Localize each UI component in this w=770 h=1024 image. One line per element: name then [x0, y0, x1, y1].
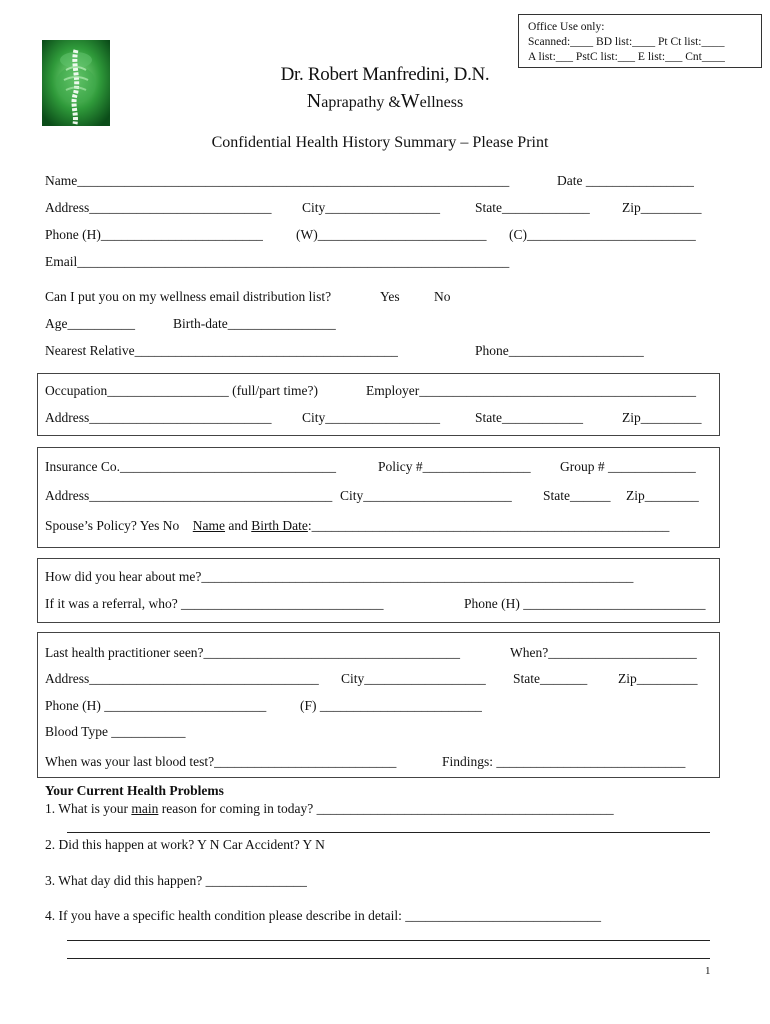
employer-city-field[interactable]: City_________________ [302, 410, 441, 425]
practitioner-address-field[interactable]: Address__________________________________ [45, 671, 319, 686]
heard-about-field[interactable]: How did you hear about me?________________________________________________________________ [45, 569, 634, 584]
subtitle-initial-w: W [400, 90, 420, 112]
practitioner-city-field[interactable]: City__________________ [341, 671, 486, 686]
phone-home-field[interactable]: Phone (H)________________________ [45, 227, 263, 242]
question-4[interactable]: 4. If you have a specific health condition please describe in detail: _____________________________ [45, 908, 601, 923]
subtitle-initial-n: N [306, 90, 322, 112]
question-4-line-3[interactable] [67, 958, 710, 959]
age-field[interactable]: Age__________ [45, 316, 135, 331]
birth-date-label: Birth Date [251, 518, 308, 533]
referral-section [37, 558, 720, 623]
date-field[interactable]: Date ________________ [557, 173, 694, 188]
zip-field[interactable]: Zip_________ [622, 200, 702, 215]
question-2[interactable]: 2. Did this happen at work? Y N Car Accident? Y N [45, 837, 325, 852]
distribution-yes-option[interactable]: Yes [380, 289, 400, 304]
phone-work-field[interactable]: (W)_________________________ [296, 227, 487, 242]
occupation-field[interactable]: Occupation__________________ (full/part time?) [45, 383, 318, 398]
question-3[interactable]: 3. What day did this happen? _______________ [45, 873, 307, 888]
birthdate-field[interactable]: Birth-date________________ [173, 316, 336, 331]
question-4-line-2[interactable] [67, 940, 710, 941]
distribution-no-option[interactable]: No [434, 289, 451, 304]
policy-number-field[interactable]: Policy #________________ [378, 459, 531, 474]
office-use-title: Office Use only: [528, 21, 605, 33]
question-1-main: main [131, 801, 159, 816]
office-use-line-lists: A list:___ PstC list:___ E list:___ Cnt____ [528, 51, 725, 63]
question-1-prefix: 1. What is your [45, 801, 132, 816]
spouse-policy-question[interactable]: Spouse’s Policy? Yes No [45, 518, 180, 533]
insurance-company-field[interactable]: Insurance Co.________________________________ [45, 459, 336, 474]
practitioner-fax-field[interactable]: (F) ________________________ [300, 698, 482, 713]
employer-address-field[interactable]: Address___________________________ [45, 410, 272, 425]
health-problems-heading: Your Current Health Problems [45, 783, 224, 798]
findings-field[interactable]: Findings: ____________________________ [442, 754, 686, 769]
name-field[interactable]: Name________________________________________________________________ [45, 173, 510, 188]
insurance-zip-field[interactable]: Zip________ [626, 488, 699, 503]
address-field[interactable]: Address___________________________ [45, 200, 272, 215]
subtitle-part-1: aprapathy & [321, 94, 401, 111]
question-1 [45, 801, 614, 817]
referral-who-field[interactable]: If it was a referral, who? ______________________________ [45, 596, 384, 611]
office-use-line-scanned: Scanned:____ BD list:____ Pt Ct list:____ [528, 36, 725, 48]
office-use-box [518, 14, 762, 68]
and-text: and [225, 518, 252, 533]
insurance-address-field[interactable]: Address____________________________________ [45, 488, 333, 503]
employer-zip-field[interactable]: Zip_________ [622, 410, 702, 425]
phone-cell-field[interactable]: (C)_________________________ [509, 227, 696, 242]
question-1-extra-line[interactable] [67, 832, 710, 833]
employer-field[interactable]: Employer_________________________________________ [366, 383, 696, 398]
subtitle-part-2: ellness [419, 94, 464, 111]
last-practitioner-field[interactable]: Last health practitioner seen?______________________________________ [45, 645, 461, 660]
employer-state-field[interactable]: State____________ [475, 410, 583, 425]
distribution-question: Can I put you on my wellness email distribution list? [45, 289, 332, 304]
doctor-name: Dr. Robert Manfredini, D.N. [280, 64, 490, 85]
group-number-field[interactable]: Group # _____________ [560, 459, 696, 474]
insurance-city-field[interactable]: City______________________ [340, 488, 512, 503]
practitioner-phone-field[interactable]: Phone (H) ________________________ [45, 698, 267, 713]
relative-phone-field[interactable]: Phone____________________ [475, 343, 644, 358]
email-field[interactable]: Email________________________________________________________________ [45, 254, 510, 269]
city-field[interactable]: City_________________ [302, 200, 441, 215]
state-field[interactable]: State_____________ [475, 200, 590, 215]
practice-subtitle [0, 90, 770, 113]
practitioner-zip-field[interactable]: Zip_________ [618, 671, 698, 686]
spouse-policy-row [45, 518, 669, 534]
when-field[interactable]: When?______________________ [510, 645, 697, 660]
spouse-name-birth-field[interactable]: :_____________________________________________________ [307, 518, 670, 533]
referral-phone-field[interactable]: Phone (H) ___________________________ [464, 596, 706, 611]
name-label: Name [192, 518, 226, 533]
blood-type-field[interactable]: Blood Type ___________ [45, 724, 186, 739]
page-number: 1 [705, 965, 711, 977]
practitioner-state-field[interactable]: State_______ [513, 671, 588, 686]
form-title: Confidential Health History Summary – Please Print [211, 134, 549, 151]
insurance-state-field[interactable]: State______ [543, 488, 611, 503]
blood-test-field[interactable]: When was your last blood test?___________________________ [45, 754, 397, 769]
question-1-field[interactable]: reason for coming in today? ____________________________________________ [158, 801, 614, 816]
nearest-relative-field[interactable]: Nearest Relative_______________________________________ [45, 343, 398, 358]
